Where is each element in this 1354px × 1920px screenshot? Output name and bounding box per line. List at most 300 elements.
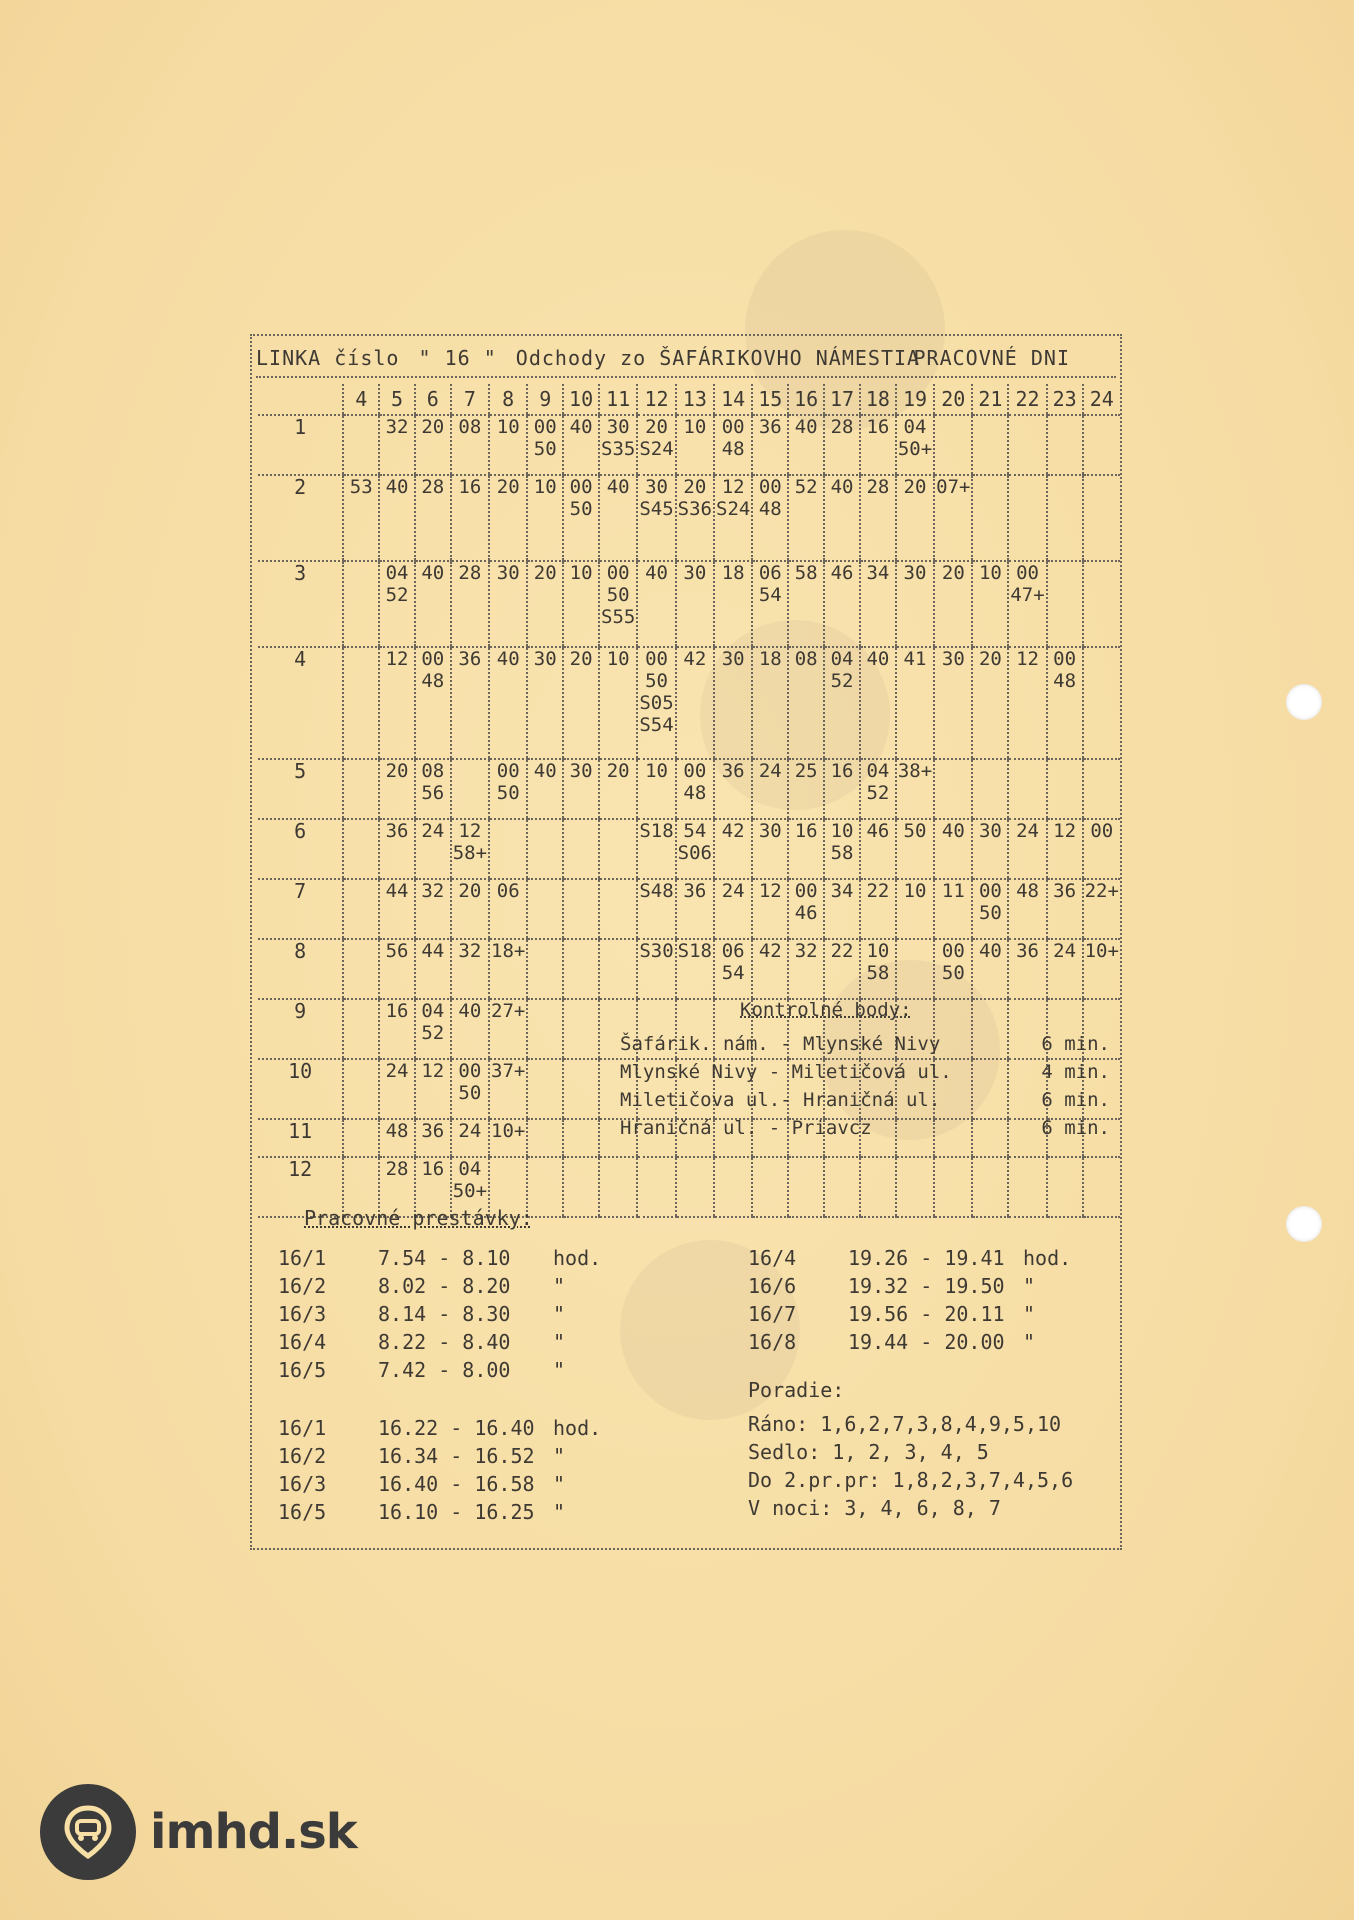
departure-cell — [1008, 561, 1046, 647]
departure-cell — [637, 819, 675, 879]
departure-minute: 36 — [758, 416, 782, 438]
departure-cell — [972, 561, 1008, 647]
break-row — [278, 1498, 613, 1526]
departure-cell — [896, 1157, 934, 1217]
departure-minute: 16 — [794, 820, 818, 842]
break-row — [748, 1244, 1083, 1272]
departure-cell — [599, 647, 637, 759]
departure-cell — [527, 1119, 563, 1157]
departure-cell — [1083, 939, 1120, 999]
break-code: 16/2 — [278, 1444, 327, 1468]
break-row — [278, 1470, 613, 1498]
imhd-logo — [40, 1782, 357, 1882]
break-unit: " — [1023, 1302, 1036, 1326]
departure-cell — [896, 879, 934, 939]
departure-cell — [752, 879, 788, 939]
departure-minute: 30 — [533, 648, 557, 670]
departure-minute: 08 — [421, 760, 445, 782]
table-row — [258, 759, 1120, 819]
departure-cell — [752, 759, 788, 819]
departure-cell — [563, 999, 599, 1059]
departure-minute: 40 — [421, 562, 445, 584]
departure-minute: 36 — [683, 880, 707, 902]
departure-cell — [637, 561, 675, 647]
departure-minute: 30 — [758, 820, 782, 842]
departure-cell — [599, 819, 637, 879]
departure-minute: 18 — [758, 648, 782, 670]
break-row — [278, 1442, 613, 1470]
departure-cell — [563, 759, 599, 819]
run-number: 6 — [258, 819, 343, 879]
run-number: 11 — [258, 1119, 343, 1157]
bus-icon — [40, 1784, 136, 1880]
departure-minute: S48 — [639, 880, 674, 902]
departure-minute: 18 — [721, 562, 745, 584]
departure-cell — [489, 759, 527, 819]
departure-cell — [676, 1157, 714, 1217]
hour-header: 8 — [489, 384, 527, 415]
departure-cell — [599, 1157, 637, 1217]
break-code: 16/5 — [278, 1500, 327, 1524]
departure-cell — [896, 561, 934, 647]
departure-minute: S35 — [601, 438, 636, 460]
departure-minute: 52 — [794, 476, 818, 498]
break-unit: " — [553, 1500, 566, 1524]
break-range: 19.26 - 19.41 — [848, 1246, 1005, 1270]
departure-minute: 00 — [683, 760, 707, 782]
departure-cell — [714, 647, 752, 759]
departure-cell — [824, 647, 860, 759]
break-row — [748, 1272, 1083, 1300]
departure-cell — [1047, 475, 1083, 561]
departure-cell — [714, 879, 752, 939]
departure-cell — [1047, 647, 1083, 759]
departure-minute: 04 — [903, 416, 927, 438]
control-segment: Šafárik. nám. - Mlynské Nivy — [620, 1033, 941, 1055]
departure-minute: 04 — [385, 562, 409, 584]
departure-cell — [415, 1059, 451, 1119]
departure-cell — [896, 647, 934, 759]
control-point-row — [620, 1030, 1120, 1058]
title-days: PRACOVNÉ DNI — [913, 346, 1070, 370]
departure-cell — [824, 759, 860, 819]
run-number: 4 — [258, 647, 343, 759]
departure-cell — [599, 415, 637, 475]
departure-cell — [1008, 647, 1046, 759]
departure-cell — [824, 939, 860, 999]
departure-minute: 47+ — [1010, 584, 1045, 606]
control-time: 4 min. — [1041, 1061, 1110, 1083]
departure-cell — [415, 819, 451, 879]
departure-cell — [1008, 939, 1046, 999]
departure-cell — [860, 647, 896, 759]
departure-cell — [788, 647, 824, 759]
departure-cell — [489, 415, 527, 475]
break-row — [278, 1272, 613, 1300]
break-range: 8.02 - 8.20 — [378, 1274, 511, 1298]
table-row — [258, 819, 1120, 879]
departure-cell — [1008, 879, 1046, 939]
departure-cell — [1083, 475, 1120, 561]
order-section — [748, 1376, 1073, 1522]
departure-cell — [527, 999, 563, 1059]
departure-minute: 30 — [606, 416, 630, 438]
departure-minute: 04 — [830, 648, 854, 670]
departure-minute: 42 — [683, 648, 707, 670]
departure-minute: 40 — [496, 648, 520, 670]
hour-header: 18 — [860, 384, 896, 415]
departure-minute: 58+ — [452, 842, 488, 864]
break-unit: " — [553, 1302, 566, 1326]
departure-cell — [752, 1157, 788, 1217]
hour-header: 23 — [1047, 384, 1083, 415]
departure-cell — [824, 561, 860, 647]
departure-minute: 24 — [721, 880, 745, 902]
departure-cell — [527, 879, 563, 939]
departure-cell — [343, 939, 379, 999]
departure-cell — [934, 879, 972, 939]
departure-cell — [714, 475, 752, 561]
departure-minute: 00 — [721, 416, 745, 438]
departure-minute: S30 — [639, 940, 674, 962]
departure-minute: 20 — [421, 416, 445, 438]
departure-minute: 30 — [721, 648, 745, 670]
departure-minute: 22 — [830, 940, 854, 962]
break-code: 16/5 — [278, 1358, 327, 1382]
break-range: 7.42 - 8.00 — [378, 1358, 511, 1382]
departure-cell — [379, 1059, 415, 1119]
departure-cell — [788, 415, 824, 475]
departure-cell — [1047, 879, 1083, 939]
break-code: 16/2 — [278, 1274, 327, 1298]
departure-cell — [489, 879, 527, 939]
departure-minute: 36 — [421, 1120, 445, 1142]
departure-minute: 48 — [1016, 880, 1039, 902]
control-points — [620, 996, 1120, 1142]
departure-cell — [343, 1119, 379, 1157]
break-unit: " — [1023, 1330, 1036, 1354]
hour-header: 14 — [714, 384, 752, 415]
departure-minute: 40 — [978, 940, 1002, 962]
departure-minute: 46 — [830, 562, 854, 584]
departure-minute: 12 — [758, 880, 782, 902]
departure-minute: 58 — [866, 962, 890, 984]
break-code: 16/4 — [278, 1330, 327, 1354]
departure-cell — [343, 1059, 379, 1119]
departure-cell — [752, 647, 788, 759]
departure-cell — [934, 819, 972, 879]
departure-cell — [415, 1119, 451, 1157]
control-segment: Miletičova ul.- Hraničná ul. — [620, 1089, 941, 1111]
table-row — [258, 561, 1120, 647]
departure-minute: 46 — [866, 820, 890, 842]
departure-cell — [788, 879, 824, 939]
control-time: 6 min. — [1041, 1089, 1110, 1111]
hour-header: 6 — [415, 384, 451, 415]
departure-minute: 06 — [496, 880, 520, 902]
departure-minute: 10 — [830, 820, 854, 842]
departure-cell — [527, 647, 563, 759]
hour-header: 16 — [788, 384, 824, 415]
departure-cell — [934, 759, 972, 819]
departure-cell — [676, 561, 714, 647]
break-range: 7.54 - 8.10 — [378, 1246, 511, 1270]
departure-minute: 24 — [385, 1060, 409, 1082]
hour-header: 17 — [824, 384, 860, 415]
departure-cell — [1008, 759, 1046, 819]
break-range: 8.22 - 8.40 — [378, 1330, 511, 1354]
control-time: 6 min. — [1041, 1033, 1110, 1055]
departure-minute: 11 — [941, 880, 965, 902]
departure-minute: 00 — [758, 476, 782, 498]
break-unit: " — [553, 1274, 566, 1298]
departure-cell — [489, 999, 527, 1059]
departure-minute: 50 — [569, 498, 593, 520]
departure-minute: 20 — [606, 760, 630, 782]
departure-cell — [1083, 647, 1120, 759]
departure-minute: 20 — [903, 476, 927, 498]
departure-minute: 20 — [569, 648, 593, 670]
departure-cell — [972, 1157, 1008, 1217]
break-code: 16/6 — [748, 1274, 797, 1298]
departure-cell — [1083, 415, 1120, 475]
departure-minute: 40 — [458, 1000, 482, 1022]
departure-minute: 24 — [458, 1120, 482, 1142]
departure-minute: 36 — [1016, 940, 1039, 962]
departure-cell — [563, 561, 599, 647]
departure-minute: 00 — [421, 648, 445, 670]
break-unit: " — [553, 1358, 566, 1382]
departure-minute: 22 — [866, 880, 890, 902]
departure-minute: 48 — [385, 1120, 409, 1142]
table-row — [258, 415, 1120, 475]
departure-cell — [451, 647, 489, 759]
departure-cell — [752, 561, 788, 647]
departure-minute: 00 — [978, 880, 1002, 902]
departure-cell — [563, 819, 599, 879]
departure-cell — [860, 475, 896, 561]
departure-minute: 30 — [683, 562, 707, 584]
departure-cell — [824, 1157, 860, 1217]
departure-minute: 20 — [496, 476, 520, 498]
departure-cell — [824, 819, 860, 879]
departure-cell — [451, 999, 489, 1059]
departure-minute: 08 — [458, 416, 482, 438]
departure-minute: 32 — [385, 416, 409, 438]
departure-minute: 08 — [794, 648, 818, 670]
departure-cell — [637, 879, 675, 939]
departure-cell — [676, 475, 714, 561]
departure-cell — [379, 561, 415, 647]
departure-minute: 36 — [721, 760, 745, 782]
run-number: 2 — [258, 475, 343, 561]
hour-header: 15 — [752, 384, 788, 415]
break-row — [748, 1328, 1083, 1356]
departure-cell — [563, 647, 599, 759]
departure-cell — [676, 879, 714, 939]
departure-cell — [343, 475, 379, 561]
departure-cell — [379, 999, 415, 1059]
control-point-row — [620, 1086, 1120, 1114]
departure-minute: 24 — [421, 820, 445, 842]
breaks-morning — [278, 1244, 613, 1384]
departure-cell — [934, 561, 972, 647]
departure-cell — [714, 939, 752, 999]
table-row — [258, 647, 1120, 759]
departure-minute: 48 — [683, 782, 707, 804]
departure-cell — [1083, 819, 1120, 879]
break-row — [278, 1356, 613, 1384]
departure-minute: 28 — [421, 476, 445, 498]
departure-cell — [860, 819, 896, 879]
departure-cell — [415, 879, 451, 939]
departure-minute: 30 — [978, 820, 1002, 842]
order-row: Do 2.pr.pr: 1,8,2,3,7,4,5,6 — [748, 1468, 1074, 1492]
departure-cell — [714, 759, 752, 819]
departure-minute: 53 — [349, 476, 373, 498]
departure-cell — [824, 415, 860, 475]
break-range: 8.14 - 8.30 — [378, 1302, 511, 1326]
hour-header: 20 — [934, 384, 972, 415]
departure-cell — [676, 415, 714, 475]
departure-minute: 00 — [606, 562, 630, 584]
departure-minute: 20 — [385, 760, 409, 782]
departure-minute: 04 — [421, 1000, 445, 1022]
breaks-heading: Pracovné prestávky: — [304, 1206, 533, 1230]
departure-cell — [343, 879, 379, 939]
break-unit: " — [553, 1472, 566, 1496]
departure-minute: 10 — [569, 562, 593, 584]
break-range: 16.22 - 16.40 — [378, 1416, 535, 1440]
departure-cell — [637, 759, 675, 819]
departure-minute: 10 — [978, 562, 1002, 584]
departure-minute: 27+ — [491, 1000, 526, 1022]
departure-minute: S18 — [639, 820, 674, 842]
departure-cell — [637, 939, 675, 999]
departure-cell — [489, 939, 527, 999]
departure-minute: 40 — [830, 476, 854, 498]
departure-minute: S06 — [677, 842, 712, 864]
departure-minute: 50+ — [452, 1180, 488, 1202]
departure-minute: 00 — [1090, 820, 1114, 842]
departure-cell — [415, 561, 451, 647]
departure-minute: 36 — [385, 820, 409, 842]
departure-cell — [451, 1059, 489, 1119]
departure-minute: 32 — [421, 880, 445, 902]
departure-cell — [343, 561, 379, 647]
departure-cell — [563, 879, 599, 939]
departure-minute: 12 — [421, 1060, 445, 1082]
departure-minute: 04 — [458, 1158, 482, 1180]
departure-minute: 24 — [758, 760, 782, 782]
departure-cell — [379, 819, 415, 879]
departure-minute: 06 — [758, 562, 782, 584]
departure-cell — [676, 939, 714, 999]
departure-cell — [1008, 415, 1046, 475]
departure-cell — [788, 759, 824, 819]
break-row — [278, 1244, 613, 1272]
departure-cell — [860, 879, 896, 939]
departure-minute: 28 — [830, 416, 854, 438]
hours-header-row — [258, 384, 1120, 415]
departure-cell — [489, 1119, 527, 1157]
departure-minute: 24 — [1016, 820, 1039, 842]
departure-cell — [1083, 561, 1120, 647]
control-point-row — [620, 1058, 1120, 1086]
break-range: 16.34 - 16.52 — [378, 1444, 535, 1468]
departure-minute: 28 — [866, 476, 890, 498]
departure-cell — [824, 879, 860, 939]
departure-cell — [896, 475, 934, 561]
breaks-evening — [748, 1244, 1083, 1356]
departure-cell — [379, 475, 415, 561]
hour-header: 19 — [896, 384, 934, 415]
departure-cell — [896, 759, 934, 819]
departure-minute: 10 — [683, 416, 707, 438]
break-unit: hod. — [1023, 1246, 1072, 1270]
departure-minute: 00 — [458, 1060, 482, 1082]
departure-cell — [1047, 561, 1083, 647]
hour-header: 24 — [1083, 384, 1120, 415]
departure-minute: 54 — [683, 820, 707, 842]
departure-cell — [599, 879, 637, 939]
departure-cell — [451, 939, 489, 999]
departure-cell — [896, 819, 934, 879]
departure-minute: 24 — [1053, 940, 1077, 962]
departure-cell — [1047, 819, 1083, 879]
departure-cell — [451, 759, 489, 819]
run-number: 8 — [258, 939, 343, 999]
timetable-document — [250, 334, 1122, 1550]
departure-minute: 40 — [941, 820, 965, 842]
departure-cell — [451, 415, 489, 475]
departure-minute: 10 — [645, 760, 668, 782]
break-code: 16/3 — [278, 1472, 327, 1496]
departure-minute: 34 — [830, 880, 854, 902]
punch-hole — [1286, 1206, 1322, 1242]
departure-cell — [934, 415, 972, 475]
title-departures: Odchody zo ŠAFÁRIKOVHO NÁMESTIA — [515, 346, 921, 370]
departure-cell — [343, 999, 379, 1059]
departure-minute: 28 — [385, 1158, 409, 1180]
departure-cell — [896, 939, 934, 999]
departure-minute: 04 — [866, 760, 890, 782]
title-line-number: " 16 " — [418, 346, 497, 370]
departure-minute: 52 — [421, 1022, 445, 1044]
departure-minute: 10 — [606, 648, 630, 670]
departure-cell — [451, 475, 489, 561]
break-code: 16/3 — [278, 1302, 327, 1326]
order-row: Sedlo: 1, 2, 3, 4, 5 — [748, 1440, 989, 1464]
departure-cell — [527, 939, 563, 999]
departure-minute: 34 — [866, 562, 890, 584]
departure-minute: 30 — [496, 562, 520, 584]
break-row — [278, 1328, 613, 1356]
departure-cell — [824, 475, 860, 561]
departure-cell — [1047, 415, 1083, 475]
departure-minute: 30 — [903, 562, 927, 584]
departure-minute: S45 — [639, 498, 674, 520]
departure-cell — [343, 759, 379, 819]
departure-minute: 48 — [421, 670, 445, 692]
departure-cell — [563, 415, 599, 475]
order-heading: Poradie: — [748, 1378, 845, 1402]
departure-minute: S55 — [601, 606, 636, 628]
break-range: 19.32 - 19.50 — [848, 1274, 1005, 1298]
departure-minute: 52 — [830, 670, 854, 692]
run-number: 10 — [258, 1059, 343, 1119]
departure-cell — [415, 759, 451, 819]
